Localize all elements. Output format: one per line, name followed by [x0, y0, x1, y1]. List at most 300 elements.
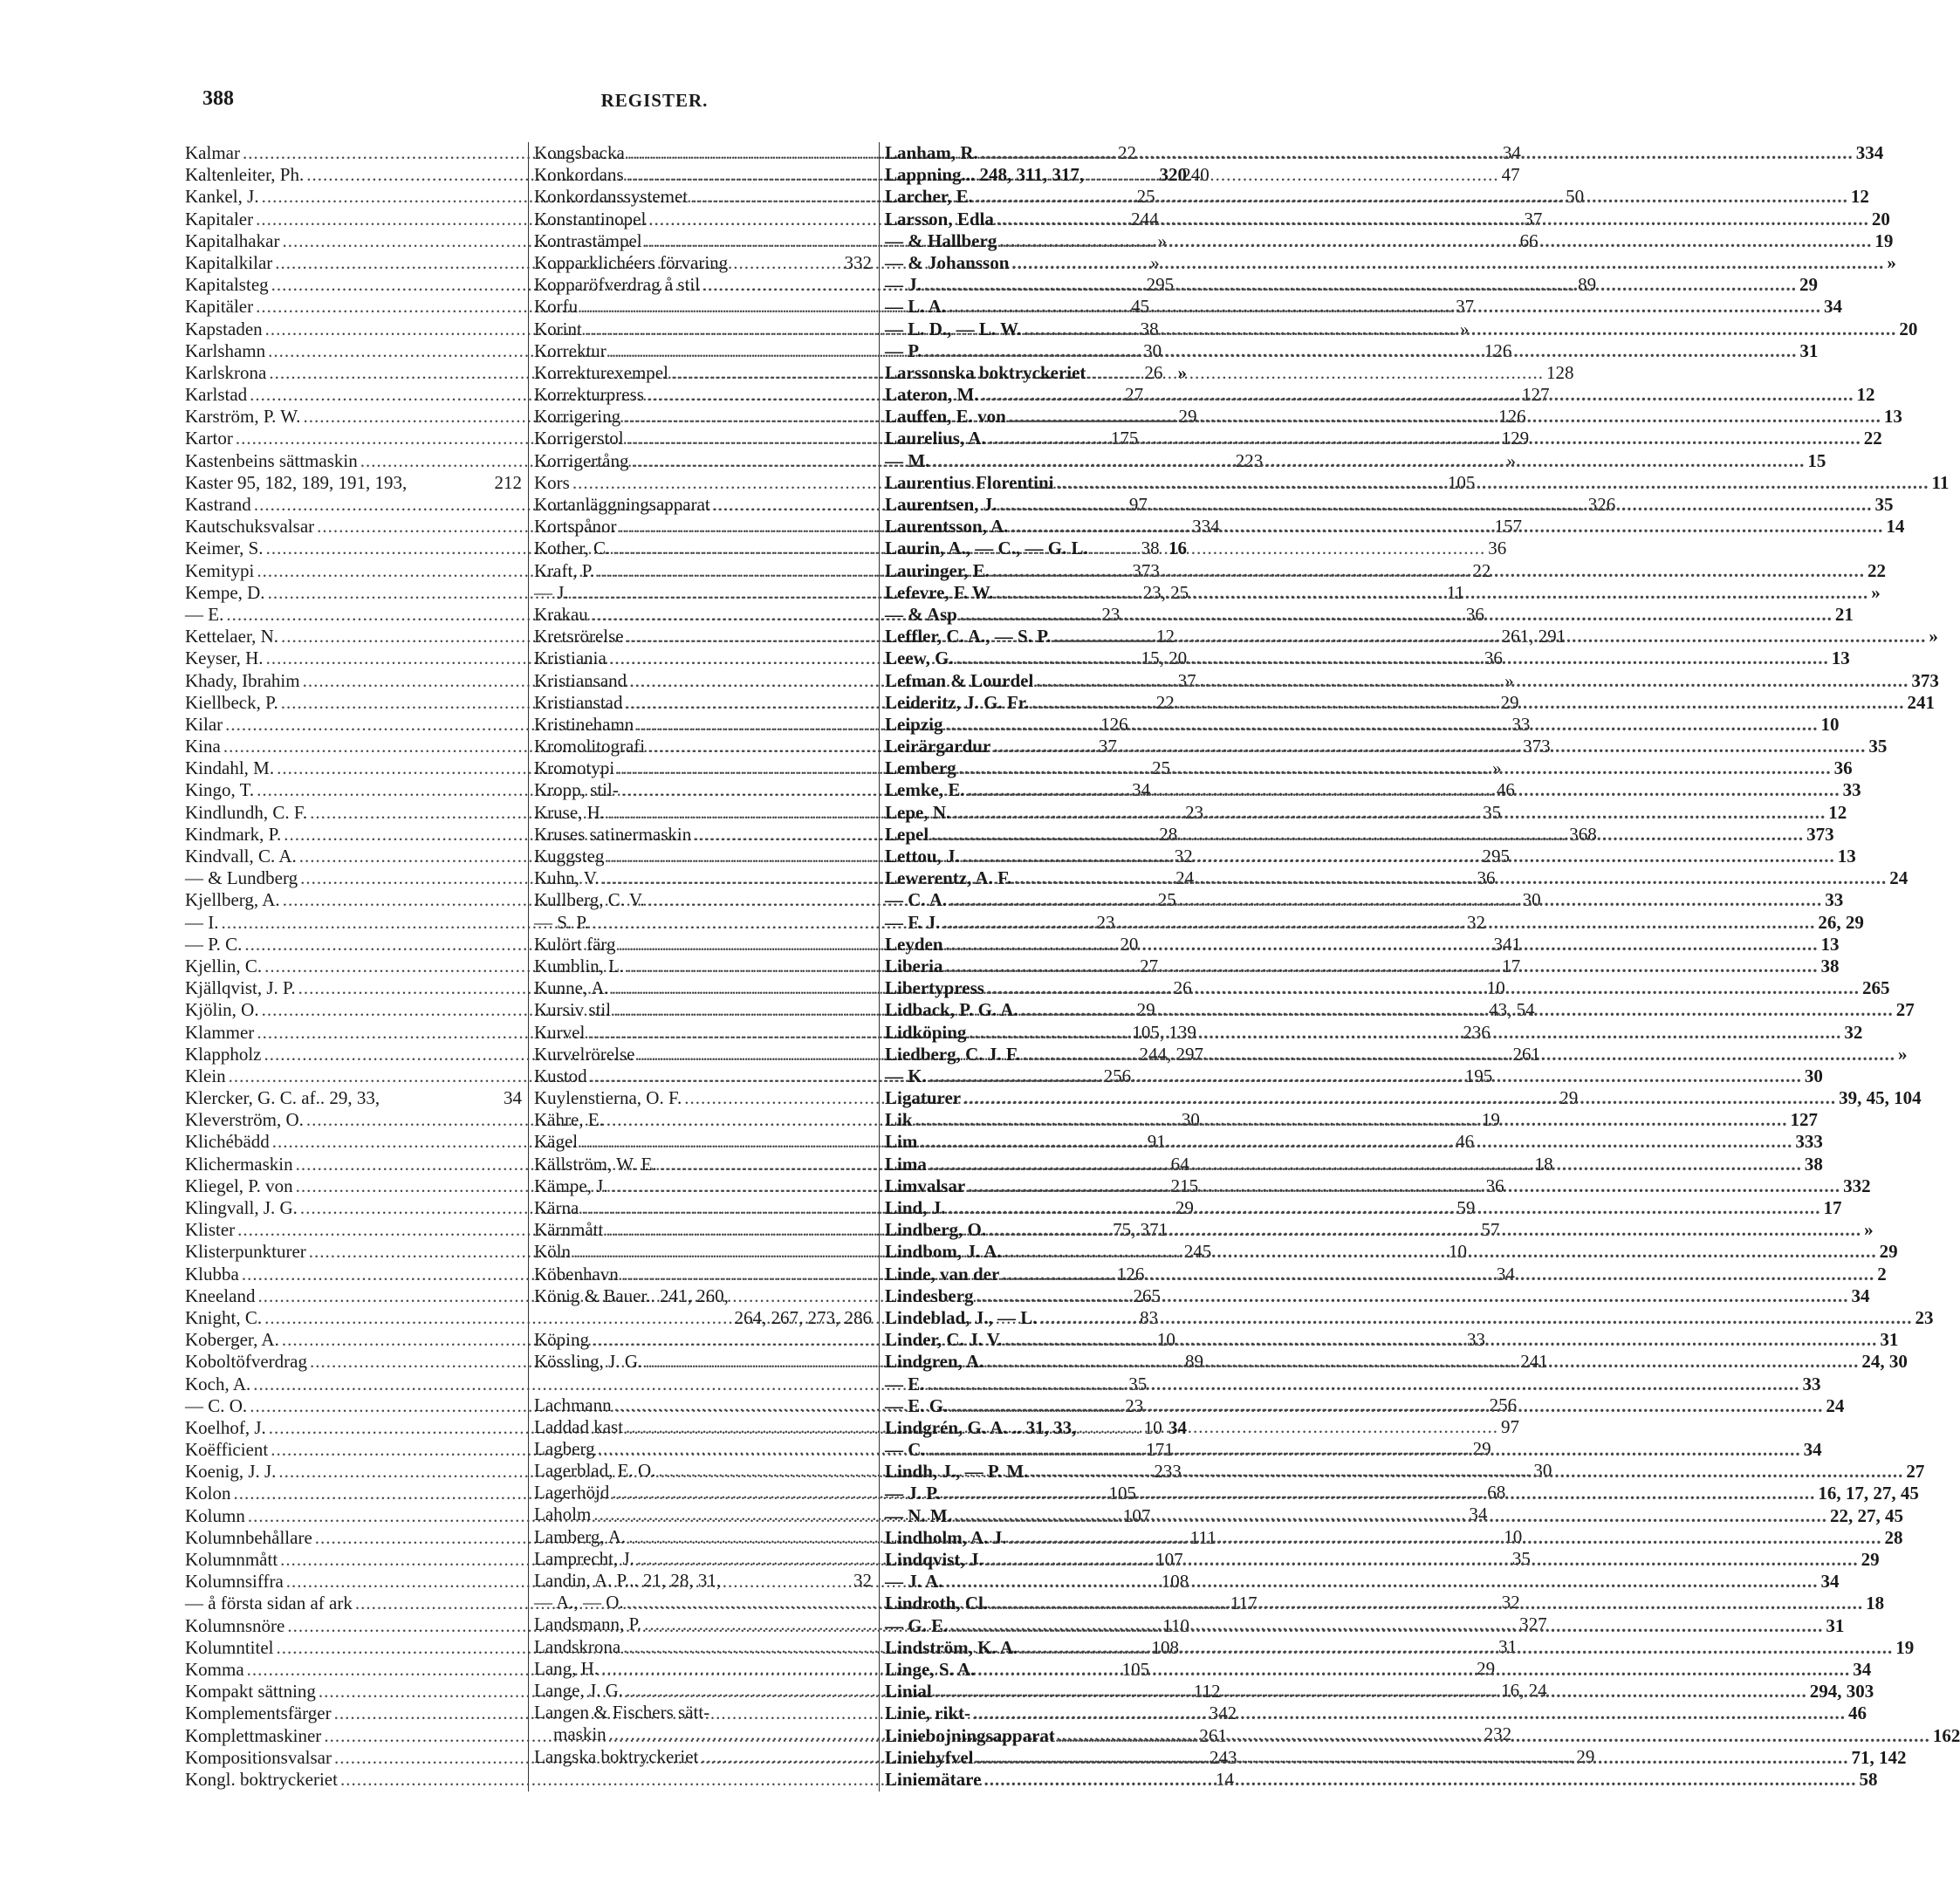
index-pages: 27 — [1125, 384, 1144, 406]
index-entry — [534, 1307, 872, 1329]
index-pages: 373 — [1132, 559, 1160, 581]
index-pages: 27 — [1895, 999, 1915, 1021]
index-term: Keimer, S. — [185, 538, 264, 559]
index-pages: 34 — [1469, 1504, 1488, 1525]
index-pages: 105, 139 — [1132, 1021, 1196, 1043]
index-pages: 265 — [1861, 977, 1890, 999]
index-pages: 91 — [1147, 1131, 1166, 1153]
index-term: König & Bauer.. 241, 260, — [534, 1285, 729, 1306]
index-term: Komplettmaskiner — [185, 1724, 322, 1746]
index-term: Lim — [885, 1131, 918, 1153]
index-term: Kägel — [534, 1131, 579, 1153]
index-pages: 29 — [1136, 999, 1155, 1021]
index-term: Karlshamn — [185, 339, 266, 361]
index-pages: » — [1492, 757, 1502, 779]
dot-leader — [1031, 692, 1904, 714]
index-term: Liedberg, C. J. F. — [885, 1043, 1020, 1065]
index-pages: 105 — [1108, 1483, 1136, 1504]
index-term: Klercker, G. C. af.. 29, 33, — [185, 1087, 380, 1109]
dot-leader — [949, 296, 1821, 318]
index-pages: 22, 27, 45 — [1830, 1504, 1903, 1526]
index-columns — [185, 142, 1960, 1800]
index-term: Lagerblad, E. O. — [534, 1460, 656, 1482]
index-pages: » — [1897, 1043, 1908, 1065]
index-pages: 241 — [1907, 691, 1935, 713]
index-term: Källström, W. E. — [534, 1153, 657, 1175]
index-pages: 34 — [1824, 296, 1843, 318]
index-term: Korrigerstol — [534, 428, 624, 449]
index-term: — K. — [885, 1065, 927, 1086]
index-pages: 22 — [1155, 691, 1175, 713]
index-pages: 25 — [1157, 889, 1176, 911]
running-head: REGISTER. — [600, 90, 709, 111]
index-pages: 14 — [1886, 516, 1905, 538]
index-term: — S. P. — [534, 911, 590, 933]
index-entry — [534, 1285, 872, 1307]
index-pages: 97 — [1501, 1415, 1520, 1437]
index-entry — [185, 472, 522, 494]
index-term: Korrigering — [534, 406, 621, 428]
index-term: Köping — [534, 1329, 589, 1351]
dot-leader — [950, 1395, 1823, 1417]
index-pages: 27 — [1906, 1461, 1925, 1483]
index-pages: 29 — [1879, 1241, 1898, 1263]
index-pages: 128 — [1545, 361, 1574, 383]
index-pages: 320 — [1159, 164, 1187, 186]
index-pages: 34 — [1853, 1658, 1872, 1680]
index-entry — [885, 1373, 1821, 1395]
page-number: 388 — [202, 87, 234, 110]
dot-leader — [942, 912, 1815, 934]
index-term: Klichermaskin — [185, 1153, 293, 1175]
index-entry — [885, 1285, 1870, 1307]
index-pages: 261 — [1512, 1043, 1540, 1065]
index-term: Kiellbeck, P. — [185, 691, 278, 713]
index-term: Lindqvist, J. — [885, 1549, 983, 1570]
dot-leader — [1039, 1307, 1912, 1329]
index-pages: 33 — [1511, 713, 1531, 735]
index-term: — F. J. — [885, 911, 941, 933]
index-term: Korrigertång — [534, 449, 629, 471]
index-term: Kristiania — [534, 647, 607, 669]
dot-leader — [1023, 1044, 1895, 1065]
dot-leader — [983, 1769, 1856, 1791]
index-term: Leipzig — [885, 713, 943, 735]
index-term: Koëfficient — [185, 1439, 269, 1461]
index-term: Leyden — [885, 933, 943, 955]
index-term: Kjellberg, A. — [185, 889, 280, 911]
index-term: Kuggsteg — [534, 846, 605, 867]
index-term: Kastrand — [185, 494, 251, 515]
index-pages: 261 — [1199, 1724, 1227, 1746]
index-term: Leideritz, J. G. Fr. — [885, 691, 1030, 713]
index-term: Lik — [885, 1109, 913, 1131]
index-pages: 34 — [1851, 1285, 1870, 1306]
index-pages: 71, 142 — [1851, 1746, 1907, 1768]
dot-leader — [929, 1439, 1801, 1461]
index-entry — [885, 559, 1886, 582]
dot-leader — [932, 450, 1805, 472]
index-term: Kromotypi — [534, 757, 615, 779]
dot-leader — [990, 1593, 1863, 1614]
dot-leader — [968, 1175, 1840, 1197]
index-entry — [885, 757, 1853, 779]
dot-leader — [1011, 516, 1883, 538]
index-pages: 23, 25 — [1142, 581, 1189, 603]
dot-leader — [924, 340, 1797, 362]
index-entry — [534, 1570, 872, 1592]
index-term: Lewerentz, A. F. — [885, 867, 1012, 889]
dot-leader — [956, 647, 1829, 669]
index-term: Kärna — [534, 1197, 579, 1218]
dot-leader — [1014, 867, 1887, 889]
index-term: Kastenbeins sättmaskin — [185, 449, 358, 471]
dot-leader — [997, 209, 1869, 230]
index-term: Kolumnbehållare — [185, 1526, 312, 1548]
index-entry — [534, 252, 872, 274]
index-pages: 215 — [1170, 1175, 1199, 1196]
index-term: Lefman & Lourdel — [885, 669, 1034, 691]
dot-leader — [992, 560, 1865, 582]
index-pages: 110 — [1162, 1614, 1190, 1636]
index-term: Kulört färg — [534, 933, 616, 955]
index-term: — & Lundberg — [185, 867, 298, 889]
index-pages: 108 — [1161, 1571, 1189, 1593]
index-pages: 36 — [1465, 603, 1484, 625]
index-pages: 16 — [1168, 538, 1187, 559]
index-pages: 12 — [1850, 186, 1869, 208]
index-pages: 243 — [1210, 1746, 1237, 1768]
index-term: Kapstaden — [185, 318, 263, 339]
index-pages: 13 — [1837, 846, 1856, 867]
index-term: — C. — [885, 1439, 926, 1461]
index-term: — å första sidan af ark — [185, 1593, 353, 1614]
index-term: Korrekturpress — [534, 384, 644, 406]
index-pages: 126 — [1498, 406, 1526, 428]
index-pages: 327 — [1519, 1613, 1547, 1635]
index-term: Landin, A. P... 21, 28, 31, — [534, 1570, 722, 1591]
index-pages: 24 — [1826, 1394, 1845, 1416]
index-term: Kindahl, M. — [185, 757, 275, 779]
index-term: Kortspånor — [534, 516, 617, 538]
index-pages: » — [1871, 581, 1881, 603]
index-term: Klister — [185, 1219, 236, 1241]
index-term: Krakau — [534, 603, 588, 625]
index-pages: 23 — [1915, 1306, 1934, 1328]
index-pages: 295 — [1146, 274, 1175, 296]
index-term: Kapitalsteg — [185, 274, 269, 296]
dot-leader — [986, 1351, 1859, 1373]
index-term: Kunne, A. — [534, 977, 609, 999]
index-pages: 37 — [1456, 296, 1475, 318]
index-term: Konstantinopel — [534, 208, 647, 230]
index-pages: 326 — [1587, 494, 1616, 515]
dot-leader — [963, 1087, 1836, 1109]
index-term: — & Johansson — [885, 251, 1010, 273]
index-term: Laurelius, A. — [885, 428, 986, 449]
index-pages: 17 — [1823, 1197, 1842, 1218]
index-pages: 32 — [853, 1570, 872, 1591]
index-term: Klichébädd — [185, 1131, 270, 1153]
index-pages: 13 — [1820, 933, 1840, 955]
index-term: Kolumn — [185, 1504, 245, 1526]
index-pages: 368 — [1569, 823, 1597, 845]
index-term: Lindholm, A. J. — [885, 1526, 1007, 1548]
index-pages: 26 — [1144, 361, 1163, 383]
dot-leader — [1021, 999, 1894, 1021]
index-term: Lachmann — [534, 1394, 612, 1415]
index-term: — C. O. — [185, 1394, 248, 1416]
index-pages: 16, 17, 27, 45 — [1818, 1483, 1919, 1504]
index-term: Kolumntitel — [185, 1636, 274, 1658]
dot-leader — [920, 1131, 1792, 1153]
index-pages: 37 — [1177, 669, 1196, 691]
index-pages: 30 — [1804, 1065, 1823, 1086]
index-entry — [885, 1417, 1187, 1439]
index-term: Kors — [534, 471, 570, 493]
index-pages: 31 — [1799, 339, 1819, 361]
index-pages: 29 — [1576, 1745, 1595, 1767]
index-entry — [185, 1087, 522, 1109]
index-pages: 10 — [1449, 1241, 1467, 1263]
index-pages: 24 — [1889, 867, 1909, 889]
index-term: Komplementsfärger — [185, 1702, 332, 1724]
index-pages: 111 — [1189, 1526, 1216, 1548]
index-pages: 117 — [1230, 1593, 1258, 1614]
index-term: — G. E. — [885, 1614, 949, 1636]
index-term: Laholm — [534, 1504, 592, 1525]
index-term: Kretsrörelse — [534, 626, 624, 647]
index-term: Kristiansand — [534, 669, 627, 691]
index-pages: 64 — [1170, 1153, 1189, 1175]
index-pages: 29 — [1178, 406, 1197, 428]
index-term: Lagerhöjd — [534, 1482, 610, 1504]
section-gap — [534, 1374, 872, 1394]
index-term: Khady, Ibrahim — [185, 669, 300, 691]
index-term: Lidback, P. G. A. — [885, 999, 1018, 1021]
index-pages: 11 — [1931, 471, 1950, 493]
index-term: — E. — [885, 1373, 925, 1394]
index-pages: 35 — [1874, 494, 1894, 515]
index-pages: 97 — [1128, 494, 1148, 515]
index-term: Lefevre, F. W. — [885, 581, 994, 603]
dot-leader — [1058, 1725, 1930, 1747]
index-term: — E. G. — [885, 1394, 949, 1416]
dot-leader — [960, 604, 1833, 626]
index-pages: 256 — [1103, 1065, 1132, 1086]
index-term: Kina — [185, 736, 221, 757]
index-term: Kustod — [534, 1065, 587, 1086]
index-pages: 29 — [1559, 1087, 1579, 1109]
index-pages: 30 — [1143, 339, 1162, 361]
index-term: Karlstad — [185, 384, 248, 406]
index-pages: 34 — [1496, 1263, 1515, 1285]
index-term: Larsson, Edla — [885, 208, 994, 230]
index-pages: 15, 20 — [1141, 647, 1188, 669]
index-pages: 12 — [1156, 626, 1175, 647]
index-term: Komma — [185, 1658, 244, 1680]
index-entry — [534, 1702, 872, 1723]
index-pages: 373 — [1523, 736, 1551, 757]
index-term: Kurvel — [534, 1021, 586, 1043]
dot-leader — [948, 1197, 1820, 1219]
dot-leader — [987, 977, 1860, 999]
index-term: Lange, J. G. — [534, 1679, 624, 1701]
index-term: — J. — [885, 274, 922, 296]
index-term: Lindesberg — [885, 1285, 974, 1306]
index-term: Lepe, N. — [885, 801, 951, 823]
index-term: Larcher, E. — [885, 186, 973, 208]
index-pages: » — [1506, 449, 1516, 471]
index-pages: 244, 297 — [1139, 1043, 1203, 1065]
index-pages: 28 — [1884, 1526, 1903, 1548]
index-term: — I. — [185, 911, 219, 933]
dot-leader — [1011, 252, 1884, 274]
dot-leader — [973, 1702, 1846, 1724]
index-pages: 29 — [1477, 1657, 1496, 1679]
index-entry — [885, 1306, 1934, 1329]
index-pages: 30 — [1522, 889, 1541, 911]
index-term: Kapitalkilar — [185, 251, 273, 273]
index-term: Kruse, H. — [534, 801, 606, 823]
dot-leader — [946, 934, 1819, 956]
index-term: Lanham, R. — [885, 142, 978, 163]
dot-leader — [1009, 406, 1881, 428]
index-term: Kämpe, J. — [534, 1175, 608, 1196]
index-term: Kaster 95, 182, 189, 191, 193, — [185, 471, 408, 493]
index-pages: 38 — [1140, 318, 1159, 339]
index-pages: 28 — [1159, 823, 1178, 845]
index-pages: 108 — [1151, 1636, 1179, 1658]
index-term: Kaltenleiter, Ph. — [185, 164, 305, 186]
index-term: Lind, J. — [885, 1197, 946, 1218]
index-pages: 23 — [1096, 911, 1115, 933]
index-pages: 195 — [1464, 1065, 1493, 1086]
index-entry — [885, 318, 1918, 340]
index-term: Kother, C. — [534, 538, 611, 559]
index-pages: 19 — [1481, 1109, 1500, 1131]
index-pages: 22 — [1472, 559, 1491, 581]
index-pages: » — [1157, 230, 1167, 251]
dot-leader — [928, 1374, 1800, 1395]
index-term: Kalmar — [185, 142, 240, 163]
index-pages: 35 — [1483, 801, 1502, 823]
index-term: Kemitypi — [185, 559, 255, 581]
index-term: Kruses satinermaskin — [534, 823, 692, 845]
index-term: Lettou, J. — [885, 846, 960, 867]
dot-leader — [955, 1505, 1827, 1527]
index-pages: 30 — [1181, 1109, 1200, 1131]
index-term: — E. — [185, 603, 224, 625]
index-pages: 127 — [1521, 384, 1550, 406]
index-pages: 373 — [1806, 823, 1834, 845]
index-pages: 232 — [1484, 1723, 1512, 1745]
index-term: Landsmann, P. — [534, 1613, 642, 1635]
index-pages: 34 — [1132, 779, 1151, 801]
index-pages: 19 — [1874, 230, 1894, 251]
index-term: Kompakt sättning — [185, 1681, 316, 1702]
index-pages: 233 — [1154, 1461, 1182, 1483]
index-term: Kropp, stil- — [534, 779, 619, 801]
index-term: Kopparöfverdrag å stil — [534, 274, 701, 296]
index-term: Koch, A. — [185, 1373, 251, 1394]
index-pages: 332 — [1843, 1175, 1871, 1196]
index-term: Ligaturer — [885, 1087, 962, 1109]
index-pages: 32 — [1174, 846, 1193, 867]
index-term: Knight, C. — [185, 1306, 263, 1328]
index-term: Kärnmått — [534, 1219, 604, 1241]
dot-leader — [929, 1154, 1802, 1175]
index-term: Lima — [885, 1153, 927, 1175]
dot-leader — [1036, 670, 1909, 692]
index-term: — L. A. — [885, 296, 947, 318]
index-pages: 59 — [1456, 1197, 1476, 1218]
dot-leader — [1009, 1527, 1881, 1549]
index-term: Kilar — [185, 713, 223, 735]
index-term: Kurvelrörelse — [534, 1043, 635, 1065]
index-pages: 12 — [1828, 801, 1847, 823]
index-term: Koboltöfverdrag — [185, 1351, 307, 1373]
index-pages: » — [1459, 318, 1470, 339]
index-pages: 26 — [1173, 977, 1192, 999]
index-pages: 12 — [1856, 384, 1875, 406]
index-term: Kingo, T. — [185, 779, 255, 801]
index-term: Korrektur — [534, 339, 607, 361]
index-term: Lindström, K. A. — [885, 1636, 1018, 1658]
index-pages: 295 — [1482, 846, 1510, 867]
dot-leader — [931, 824, 1804, 846]
index-term: Lemke, E. — [885, 779, 965, 801]
dot-leader — [1031, 1461, 1903, 1483]
index-term: Keyser, H. — [185, 647, 264, 669]
index-pages: 36 — [1484, 647, 1503, 669]
index-pages: 31 — [1498, 1635, 1518, 1657]
index-pages: 10 — [1156, 1329, 1175, 1351]
index-term: Koenig, J. J. — [185, 1461, 277, 1483]
index-pages: » — [1864, 1219, 1874, 1241]
index-pages: » — [1150, 251, 1160, 273]
index-pages: 171 — [1146, 1439, 1174, 1461]
index-pages: 33 — [1825, 889, 1844, 911]
index-pages: 341 — [1493, 933, 1522, 955]
index-term: Lindberg, O. — [885, 1219, 987, 1241]
index-term: Kartor — [185, 428, 233, 449]
index-pages: 126 — [1100, 713, 1128, 735]
index-entry — [885, 142, 1884, 164]
index-pages: 36 — [1488, 538, 1507, 559]
dot-leader — [1004, 1329, 1877, 1351]
index-pages: 35 — [1868, 736, 1888, 757]
index-term: Kontrastämpel — [534, 230, 642, 251]
index-pages: 212 — [494, 471, 522, 493]
index-entry — [185, 1373, 1148, 1395]
index-term: Lappning... 248, 311, 317, — [885, 164, 1085, 186]
dot-leader — [1020, 1637, 1893, 1659]
index-pages: 29 — [1861, 1549, 1880, 1570]
index-term: Kautschuksvalsar — [185, 516, 315, 538]
dot-leader — [946, 956, 1819, 977]
index-term: Köln — [534, 1241, 571, 1263]
index-pages: 34 — [504, 1087, 522, 1109]
index-pages: 18 — [1866, 1593, 1885, 1614]
index-pages: 126 — [1116, 1263, 1145, 1285]
dot-leader — [976, 186, 1848, 208]
index-pages: 38 — [1804, 1153, 1823, 1175]
index-term: Kristinehamn — [534, 713, 634, 735]
index-term: Klisterpunkturer — [185, 1241, 306, 1263]
index-term: — & Asp — [885, 603, 957, 625]
index-pages: 21 — [1834, 603, 1854, 625]
